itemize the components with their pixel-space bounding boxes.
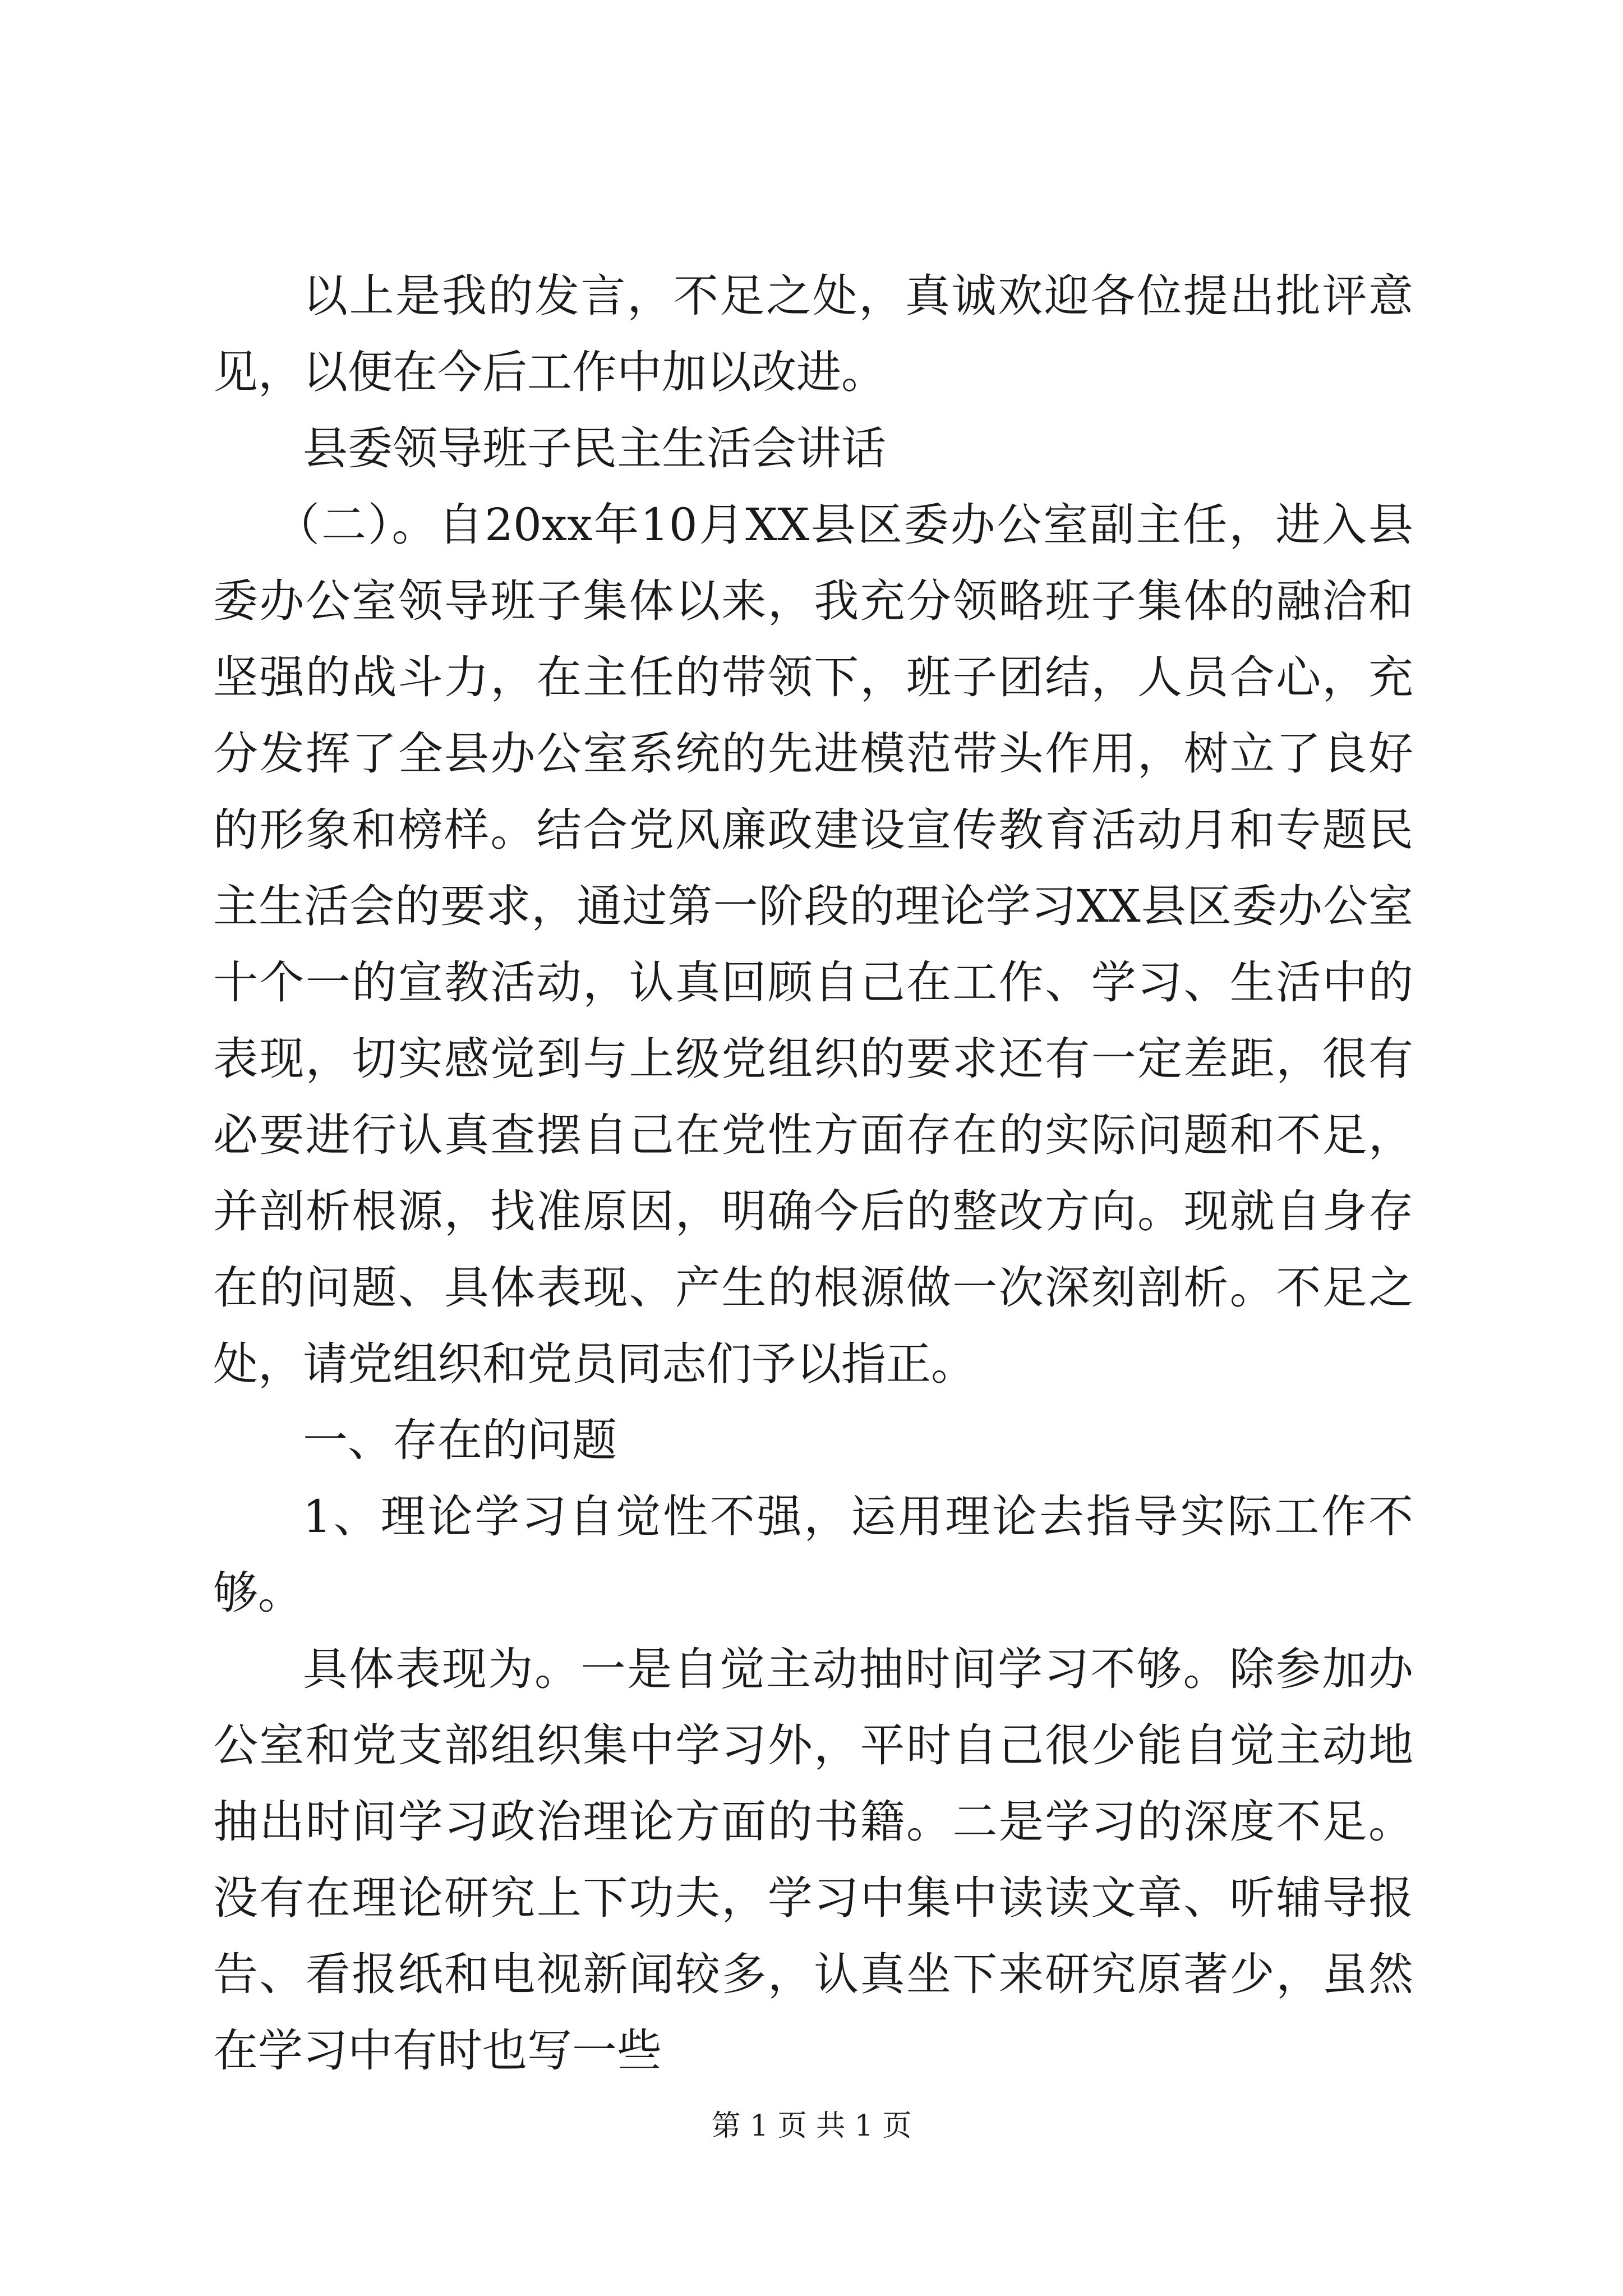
problem-item-1: 1、理论学习自觉性不强，运用理论去指导实际工作不够。 — [213, 1490, 1413, 1619]
section-heading-problems: 一、存在的问题 — [303, 1414, 617, 1466]
speech-title: 县委领导班子民主生活会讲话 — [303, 422, 886, 475]
page-footer: 第 1 页 共 1 页 — [711, 2109, 912, 2143]
document-body — [213, 258, 1413, 2089]
problem-detail-paragraph: 具体表现为。一是自觉主动抽时间学习不够。除参加办公室和党支部组织集中学习外，平时自己很少能自觉主动地抽出时间学习政治理论方面的书籍。二是学习的深度不足。没有在理论研究上下功夫，学习中集中读读文章、听辅导报告、看报纸和电视新闻较多，认真坐下来研究原著少，虽然在学习中有时也写一些 — [213, 1643, 1413, 2077]
intro-paragraph: （二）。自20xx年10月XX县区委办公室副主任，进入县委办公室领导班子集体以来，我充分领略班子集体的融洽和坚强的战斗力，在主任的带领下，班子团结，人员合心，充分发挥了全县办公室系统的先进模范带头作用，树立了良好的形象和榜样。结合党风廉政建设宣传教育活动月和专题民主生活会的要求，通过第一阶段的理论学习XX县区委办公室十个一的宣教活动，认真回顾自己在工作、学习、生活中的表现，切实感觉到与上级党组织的要求还有一定差距，很有必要进行认真查摆自己在党性方面存在的实际问题和不足，并剖析根源，找准原因，明确今后的整改方向。现就自身存在的问题、具体表现、产生的根源做一次深刻剖析。不足之处，请党组织和党员同志们予以指正。 — [213, 499, 1413, 1390]
closing-paragraph: 以上是我的发言，不足之处，真诚欢迎各位提出批评意见，以便在今后工作中加以改进。 — [213, 270, 1413, 398]
